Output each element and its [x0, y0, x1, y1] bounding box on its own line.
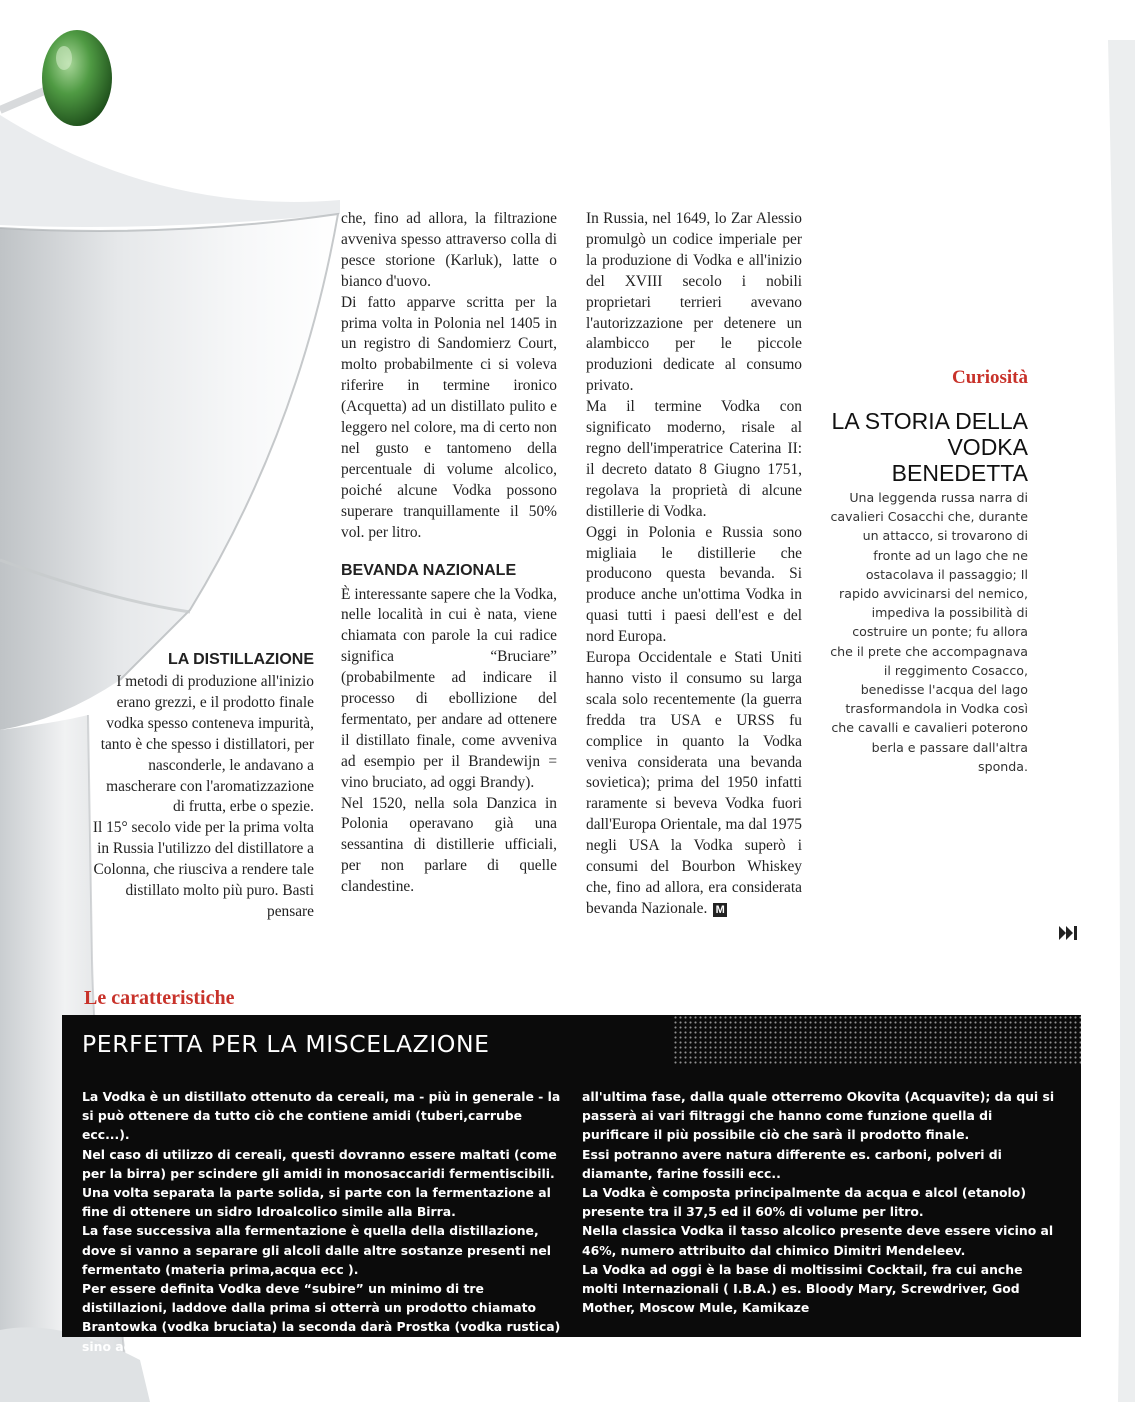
box-title: PERFETTA PER LA MISCELAZIONE [82, 1030, 490, 1058]
section-heading-bevanda-nazionale: BEVANDA NAZIONALE [341, 561, 517, 579]
paragraph: Ma il termine Vodka con significato moderno, risale al regno dell'imperatrice Caterina II: il decreto datato 8 Giugno 1751, regolava la proprietà di alcune distillerie di Vodka. [586, 398, 802, 520]
box-paragraph: Nella classica Vodka il tasso alcolico presente deve essere vicino al 46%, numero attribuito dal chimico Dimitri Mendeleev. [582, 1223, 1054, 1258]
paragraph: Il 15° secolo vide per la prima volta in Russia l'utilizzo del distillatore a Colonna, che riusciva a rendere tale distillato molto più puro. Basti pensare [92, 819, 314, 920]
paragraph: Oggi in Polonia e Russia sono migliaia le distillerie che producono questa bevanda. Si produce anche un'ottima Vodka in quasi tutti i paesi dell'est e del nord Europa. [586, 523, 802, 646]
paragraph: I metodi di produzione all'inizio erano grezzi, e il prodotto finale vodka spesso conteneva impurità, tanto è che spesso i distillatori, per nasconderle, le andavano a mascherare con l'aromatizzazione di frutta, erbe o spezie. [100, 673, 314, 816]
paragraph: che, fino ad allora, la filtrazione avveniva spesso attraverso colla di pesce storione (Karluk), latte o bianco d'uovo. [341, 210, 557, 290]
box-column-left [82, 1087, 562, 1356]
box-paragraph: Una volta separata la parte solida, si parte con la fermentazione al fine di ottenere un sidro Idroalcolico simile alla Birra. [82, 1185, 551, 1220]
paragraph: In Russia, nel 1649, lo Zar Alessio promulgò un codice imperiale per la produzione di Vodka e all'inizio del XVIII secolo i nobili proprietari terrieri avevano l'autorizzazione per detenere un alambicco per le piccole produzioni dedicate al consumo privato. [586, 210, 802, 395]
box-paragraph: La Vodka è composta principalmente da acqua e alcol (etanolo) presente tra il 37,5 ed il 60% di volume per litro. [582, 1185, 1026, 1220]
box-column-right [582, 1087, 1062, 1317]
column-left [92, 650, 314, 923]
column-middle [341, 209, 557, 898]
paragraph: Di fatto apparve scritta per la prima volta in Polonia nel 1405 in un registro di Sandomierz Court, molto probabilmente ci si voleva riferire in termine ironico (Acquetta) ad un distillato pulito e leggero nel colore, ma di certo non nel gusto e tantomeno della percentuale di volume alcolico, poiché alcune Vodka possono superare tranquillamente il 50% vol. per litro. [341, 293, 557, 541]
box-kicker: Le caratteristiche [84, 987, 235, 1009]
column-right [586, 209, 802, 920]
box-paragraph: all'ultima fase, dalla quale otterremo Okovita (Acquavite); da qui si passerà ai vari filtraggi che hanno come funzione quella di purificare il più possibile ciò che sarà il prodotto finale. [582, 1089, 1055, 1143]
paragraph: Nel 1520, nella sola Danzica in Polonia operavano già una sessantina di distillerie ufficiali, per non parlare di quelle clandestine. [341, 794, 557, 896]
paragraph: È interessante sapere che la Vodka, nelle località in cui è nata, viene chiamata con parole la cui radice significa “Bruciare” (probabilmente ad indicare il processo di ebollizione del fermentato, per andare ad ottenere il distillato finale, come avveniva ad esempio per il Brandewijn = vino bruciato, ad oggi Brandy). [341, 585, 557, 791]
box-paragraph: La Vodka ad oggi è la base di moltissimi Cocktail, fra cui anche molti Internazionali ( I.B.A.) es. Bloody Mary, Screwdriver, God Mother, Moscow Mule, Kamikaze [582, 1261, 1023, 1316]
box-paragraph: Per essere definita Vodka deve “subire” un minimo di tre distillazioni, laddove dalla prima si otterrà un prodotto chiamato Brantowka (vodka bruciata) la seconda darà Prostka (vodka rustica) sino ad arrivare [82, 1281, 561, 1354]
box-paragraph: Essi potranno avere natura differente es. carboni, polveri di diamante, farine fossili ecc.. [582, 1146, 1002, 1181]
box-paragraph: La fase successiva alla fermentazione è quella della distillazione, dove si vanno a separare gli alcoli dalle altre sostanze presenti nel fermentato (materia prima,acqua ecc ). [82, 1223, 551, 1277]
end-of-article-mark: M [713, 903, 727, 917]
decorative-dot-pattern [673, 1015, 1081, 1065]
sidebar-body: Una leggenda russa narra di cavalieri Cosacchi che, durante un attacco, si trovarono di fronte ad un lago che ne ostacolava il passaggio; Il rapido avvicinarsi del nemico, impediva la possibilità di costruire un ponte; fu allora che il prete che accompagnava il reggimento Cosacco, benedisse l'acqua del lago trasformandola in Vodka così che cavalli e cavalieri poterono berla e passare dall'altra sponda. [830, 490, 1028, 774]
curiosity-sidebar [830, 366, 1028, 776]
paragraph-last [586, 648, 802, 920]
box-paragraph: Nel caso di utilizzo di cereali, questi dovranno essere maltati (come per la birra) per scindere gli amidi in monosaccaridi fermentiscibili. [82, 1146, 557, 1181]
characteristics-box [62, 1015, 1081, 1354]
next-page-icon[interactable] [1058, 924, 1082, 942]
sidebar-heading: LA STORIA DELLA VODKA BENEDETTA [831, 408, 1028, 486]
paragraph-text: Europa Occidentale e Stati Uniti hanno visto il consumo su larga scala solo recentemente (la guerra fredda tra USA e URSS fu complice in quanto la Vodka veniva considerata una bevanda sovietica); prima del 1950 infatti raramente si beveva Vodka fuori dall'Europa Orientale, ma dal 1975 negli USA la Vodka superò i consumi del Bourbon Whiskey che, fino ad allora, era considerata bevanda Nazionale. [586, 649, 802, 917]
box-paragraph: La Vodka è un distillato ottenuto da cereali, ma - più in generale - la si può ottenere da tutto ciò che contiene amidi (tuberi,carrube ecc...). [82, 1089, 561, 1143]
sidebar-kicker: Curiosità [952, 367, 1028, 388]
section-heading-distillazione: LA DISTILLAZIONE [167, 651, 314, 668]
